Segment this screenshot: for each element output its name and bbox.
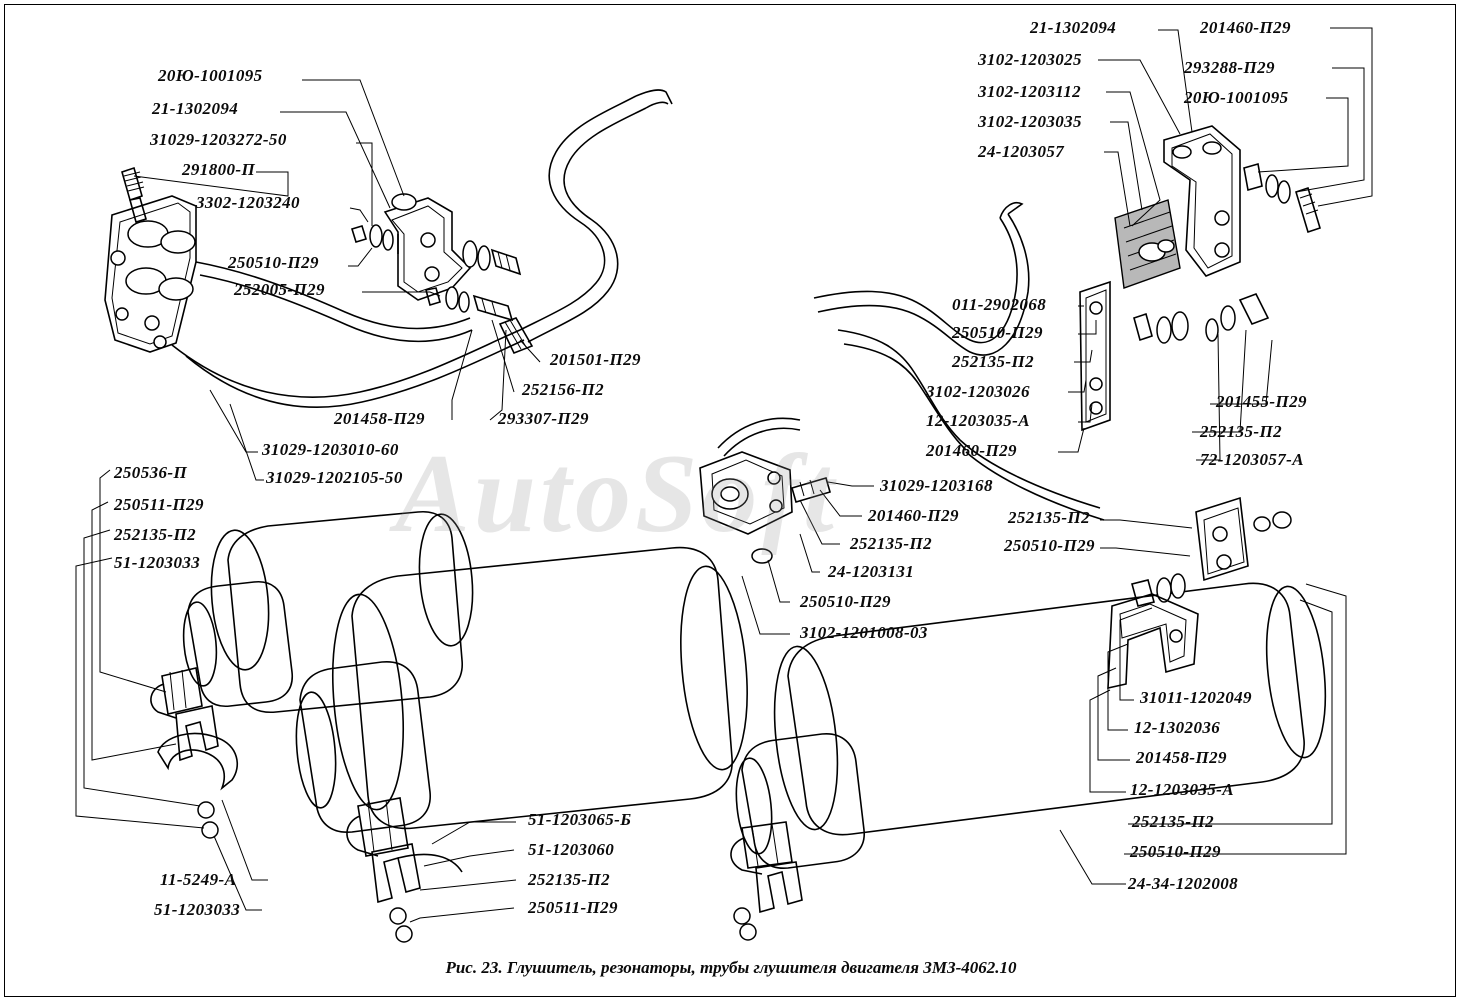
figure-caption: Рис. 23. Глушитель, резонаторы, трубы глушителя двигателя ЗМЗ-4062.10 <box>445 958 1017 977</box>
part-label-72-1203057-a: 72-1203057-А <box>1200 450 1304 469</box>
part-label-51-1203060: 51-1203060 <box>528 840 615 859</box>
part-label-293288-p29: 293288-П29 <box>1184 58 1275 77</box>
part-label-201458-p29-left: 201458-П29 <box>334 409 425 428</box>
part-label-24-34-1202008: 24-34-1202008 <box>1128 874 1239 893</box>
part-label-252135-p2-bracket: 252135-П2 <box>1008 508 1090 527</box>
part-label-201460-p29-mid: 201460-П29 <box>868 506 959 525</box>
part-label-250510-p29-bracket: 250510-П29 <box>1004 536 1095 555</box>
part-label-3102-1203026: 3102-1203026 <box>926 382 1030 401</box>
part-label-3102-1201008-03: 3102-1201008-03 <box>800 623 928 642</box>
part-label-201460-p29-right: 201460-П29 <box>926 441 1017 460</box>
part-label-21-1302094-right: 21-1302094 <box>1030 18 1117 37</box>
part-label-3102-1203112: 3102-1203112 <box>978 82 1082 101</box>
part-label-12-1302036: 12-1302036 <box>1134 718 1221 737</box>
part-label-51-1203033-lower: 51-1203033 <box>154 900 241 919</box>
part-label-3102-1203035: 3102-1203035 <box>978 112 1082 131</box>
part-label-31029-1202105-50: 31029-1202105-50 <box>266 468 403 487</box>
watermark: AutoSoft <box>395 432 838 556</box>
part-label-24-1203057: 24-1203057 <box>978 142 1065 161</box>
part-label-252005-p29: 252005-П29 <box>234 280 325 299</box>
part-label-51-1203033-upper: 51-1203033 <box>114 553 201 572</box>
part-label-250511-p29-left: 250511-П29 <box>114 495 204 514</box>
part-label-31029-1203010-60: 31029-1203010-60 <box>262 440 399 459</box>
part-label-250510-p29-lowerright: 250510-П29 <box>1130 842 1221 861</box>
part-label-252156-p2: 252156-П2 <box>522 380 604 399</box>
part-label-252135-p2-left: 252135-П2 <box>114 525 196 544</box>
part-label-252135-p2-center: 252135-П2 <box>528 870 610 889</box>
part-label-20yu-1001095-right: 20Ю-1001095 <box>1184 88 1289 107</box>
part-label-3102-1203025: 3102-1203025 <box>978 50 1082 69</box>
center-clamp-joint <box>700 418 830 563</box>
part-label-201501-p29: 201501-П29 <box>550 350 641 369</box>
part-label-3302-1203240: 3302-1203240 <box>196 193 300 212</box>
part-label-201460-p29-topright: 201460-П29 <box>1200 18 1291 37</box>
part-label-201458-p29-lowerright: 201458-П29 <box>1136 748 1227 767</box>
part-label-31029-1203168: 31029-1203168 <box>880 476 993 495</box>
part-label-201455-p29: 201455-П29 <box>1216 392 1307 411</box>
part-label-12-1203035-a-right: 12-1203035-А <box>926 411 1030 430</box>
right-muffler <box>731 498 1333 940</box>
part-label-252135-p2-right: 252135-П2 <box>952 352 1034 371</box>
part-label-250511-p29-center: 250511-П29 <box>528 898 618 917</box>
part-label-24-1203131: 24-1203131 <box>828 562 915 581</box>
part-label-31011-1202049: 31011-1202049 <box>1140 688 1252 707</box>
part-label-252135-p2-mid: 252135-П2 <box>850 534 932 553</box>
part-label-11-5249-a: 11-5249-А <box>160 870 237 889</box>
part-label-252135-p2-lowerright: 252135-П2 <box>1132 812 1214 831</box>
part-label-293307-p29: 293307-П29 <box>498 409 589 428</box>
part-label-011-2902068: 011-2902068 <box>952 295 1047 314</box>
part-label-291800-p: 291800-П <box>182 160 256 179</box>
part-label-250510-p29-topleft: 250510-П29 <box>228 253 319 272</box>
part-label-250510-p29-center: 250510-П29 <box>800 592 891 611</box>
part-label-252135-p2-right2: 252135-П2 <box>1200 422 1282 441</box>
part-label-21-1302094: 21-1302094 <box>152 99 239 118</box>
part-label-31029-1203272-50: 31029-1203272-50 <box>150 130 287 149</box>
main-muffler <box>292 548 755 942</box>
part-label-12-1203035-a-lowerright: 12-1203035-А <box>1130 780 1234 799</box>
part-label-51-1203065-b: 51-1203065-Б <box>528 810 632 829</box>
part-label-250510-p29-right: 250510-П29 <box>952 323 1043 342</box>
part-label-250536-p: 250536-П <box>114 463 188 482</box>
part-label-20yu-1001095: 20Ю-1001095 <box>158 66 263 85</box>
